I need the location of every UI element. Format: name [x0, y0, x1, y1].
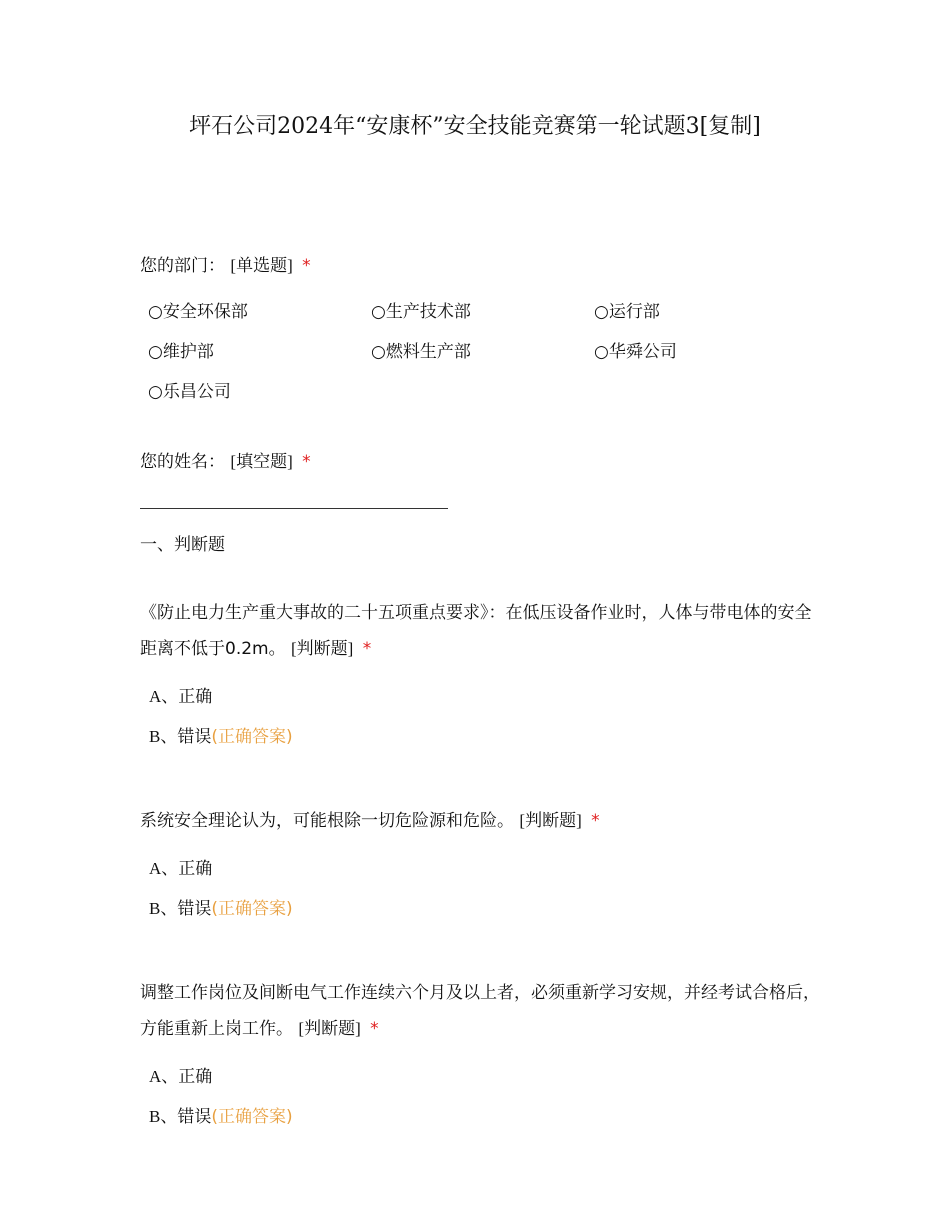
option-b[interactable]: [149, 889, 820, 929]
department-option[interactable]: ○运行部: [594, 302, 660, 322]
department-option[interactable]: ○维护部: [148, 342, 214, 362]
required-mark: *: [370, 1019, 379, 1039]
question-type-tag: [单选题]: [230, 256, 293, 275]
department-option[interactable]: ○华舜公司: [594, 342, 677, 362]
option-list: [140, 677, 820, 757]
correct-answer-mark: (正确答案): [211, 727, 293, 747]
question-text: 《防止电力生产重大事故的二十五项重点要求》：在低压设备作业时，人体与带电体的安全距离不低于0.2m。: [140, 603, 812, 659]
required-mark: *: [302, 256, 311, 276]
name-fill-line[interactable]: [140, 508, 448, 509]
question-label: 您的姓名：: [140, 452, 225, 472]
department-option[interactable]: ○乐昌公司: [148, 382, 231, 402]
question-name: [140, 444, 820, 509]
survey-content: [140, 248, 820, 1137]
option-list: [140, 849, 820, 929]
correct-answer-mark: (正确答案): [211, 1107, 293, 1127]
question-text: 系统安全理论认为，可能根除一切危险源和危险。: [140, 811, 514, 831]
required-mark: *: [591, 811, 600, 831]
question-text: 调整工作岗位及间断电气工作连续六个月及以上者，必须重新学习安规，并经考试合格后，方能重新上岗工作。: [140, 983, 820, 1039]
judgement-question-1: [140, 595, 820, 757]
department-option[interactable]: ○燃料生产部: [371, 342, 471, 362]
question-type-tag: [填空题]: [230, 452, 293, 471]
option-list: [140, 1057, 820, 1137]
question-name-prompt: [140, 444, 820, 480]
option-b-label: B、错误: [149, 727, 212, 746]
question-prompt: [140, 595, 820, 667]
question-prompt: [140, 975, 820, 1047]
required-mark: *: [362, 639, 372, 659]
question-type-tag: [判断题]: [291, 639, 354, 658]
option-b-label: B、错误: [149, 899, 212, 918]
page-title: 坪石公司2024年“安康杯”安全技能竞赛第一轮试题3[复制]: [189, 114, 761, 139]
required-mark: *: [302, 452, 311, 472]
option-b[interactable]: [149, 1097, 820, 1137]
option-b-label: B、错误: [149, 1107, 212, 1126]
question-label: 您的部门：: [140, 256, 225, 276]
correct-answer-mark: (正确答案): [211, 899, 293, 919]
question-type-tag: [判断题]: [298, 1019, 361, 1038]
option-a[interactable]: [149, 677, 820, 717]
question-department: [140, 248, 820, 412]
judgement-question-3: [140, 975, 820, 1137]
option-b[interactable]: [149, 717, 820, 757]
option-a[interactable]: [149, 849, 820, 889]
option-a[interactable]: [149, 1057, 820, 1097]
question-prompt: [140, 803, 820, 839]
department-options: [140, 292, 820, 412]
question-type-tag: [判断题]: [519, 811, 582, 830]
department-option[interactable]: ○安全环保部: [148, 302, 248, 322]
option-a-label: A、正确: [149, 859, 213, 878]
question-department-prompt: [140, 248, 820, 284]
department-option[interactable]: ○生产技术部: [371, 302, 471, 322]
judgement-question-2: [140, 803, 820, 929]
option-a-label: A、正确: [149, 687, 213, 706]
section-title: 一、判断题: [140, 535, 225, 555]
option-a-label: A、正确: [149, 1067, 213, 1086]
